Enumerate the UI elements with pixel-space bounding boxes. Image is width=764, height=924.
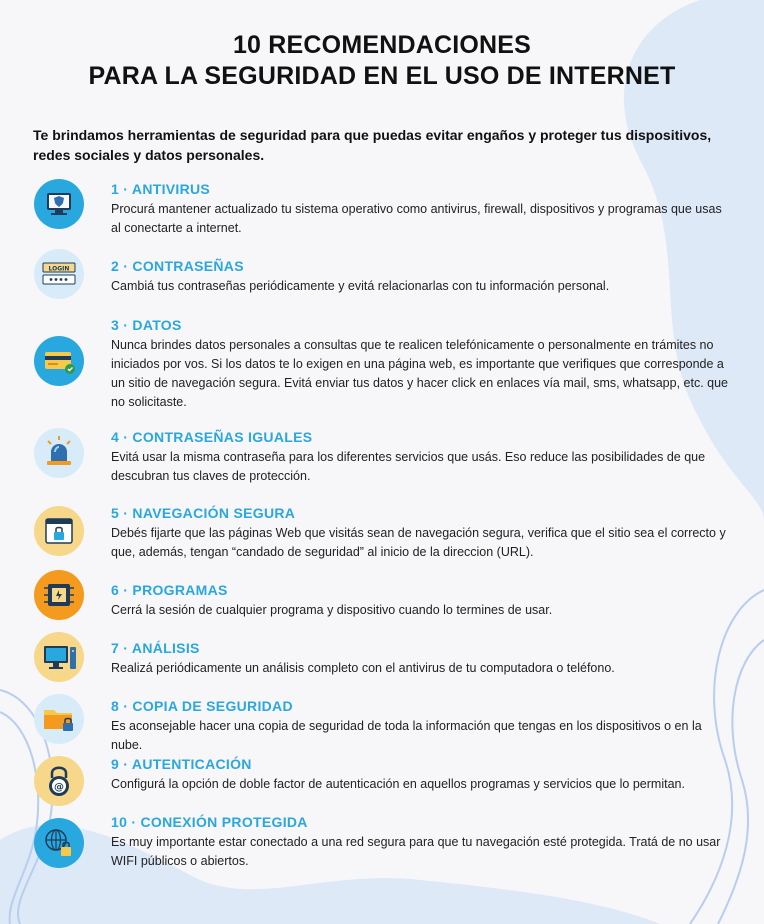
right-curve-1: [690, 590, 764, 924]
item-title: 1 · ANTIVIRUS: [111, 181, 211, 197]
item-title: 2 · CONTRASEÑAS: [111, 258, 244, 274]
item-text: Realizá periódicamente un análisis completo con el antivirus de tu computadora o teléfono.: [111, 661, 615, 675]
circuit-lock-icon: [34, 570, 84, 620]
item-title: 8 · COPIA DE SEGURIDAD: [111, 698, 293, 714]
item-text: Cerrá la sesión de cualquier programa y dispositivo cuando lo termines de usar.: [111, 603, 553, 617]
padlock-at-icon: [34, 756, 84, 806]
credit-card-icon: [34, 336, 84, 386]
item-text: Debés fijarte que las páginas Web que visitás sean de navegación segura, verifica que el sitio sea el correcto y que, además, tengan “candado de seguridad” al inicio de la direccion (URL).: [111, 526, 726, 559]
item-title: 10 · CONEXIÓN PROTEGIDA: [111, 814, 308, 830]
item-text: Evitá usar la misma contraseña para los diferentes servicios que usás. Eso reduce las posibilidades de que descubran tus claves de protección.: [111, 450, 706, 483]
login-icon-label: LOGIN: [48, 265, 70, 273]
item-text: Cambiá tus contraseñas periódicamente y evitá relacionarlas con tu información personal.: [111, 279, 610, 293]
secure-browser-icon: [34, 506, 84, 556]
globe-lock-icon: [34, 818, 84, 868]
item-title: 6 · PROGRAMAS: [111, 582, 228, 598]
alarm-siren-icon: [34, 428, 84, 478]
item-title: 7 · ANÁLISIS: [111, 640, 200, 656]
item-text: Procurá mantener actualizado tu sistema operativo como antivirus, firewall, dispositivos y programas que usas al conectarte a internet.: [111, 202, 722, 235]
title-line-2: PARA LA SEGURIDAD EN EL USO DE INTERNET: [88, 62, 676, 90]
item-title: 3 · DATOS: [111, 317, 182, 333]
title-line-1: 10 RECOMENDACIONES: [232, 31, 532, 59]
desktop-computer-icon: [34, 632, 84, 682]
antivirus-shield-icon: [34, 179, 84, 229]
item-title: 5 · NAVEGACIÓN SEGURA: [111, 505, 296, 521]
item-text: Nunca brindes datos personales a consultas que te realicen telefónicamente o personalmente en trámites no iniciados por vos. Si los datos te lo exigen en una página web, es importante que verifiques que corresponde a un sitio de navegación segura. Evitá enviar tus datos y hacer click en enlaces vía mail, sms, whatsapp, etc. que no solicitaste.: [111, 338, 728, 409]
login-password-icon: [34, 249, 84, 299]
svg-text:@: @: [54, 782, 64, 793]
item-title: 4 · CONTRASEÑAS IGUALES: [111, 429, 313, 445]
item-text: Es muy importante estar conectado a una red segura para que tu navegación esté protegida. Tratá de no usar WIFI públicos o abiertos.: [111, 835, 721, 868]
intro-text: Te brindamos herramientas de seguridad para que puedas evitar engaños y proteger tus dispositivos, redes sociales y datos personales.: [33, 127, 712, 163]
item-text: Es aconsejable hacer una copia de seguridad de toda la información que tengas en los dispositivos o en la nube.: [111, 719, 702, 752]
item-title: 9 · AUTENTICACIÓN: [111, 756, 252, 772]
locked-folder-icon: [34, 694, 84, 744]
item-text: Configurá la opción de doble factor de autenticación en aquellos programas y servicios que lo permitan.: [111, 777, 685, 791]
page-title: [0, 30, 764, 92]
